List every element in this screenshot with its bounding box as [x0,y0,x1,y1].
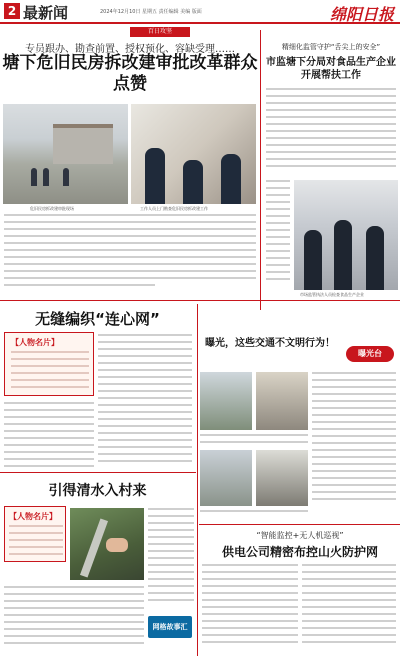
column-divider [260,30,261,310]
story5-photo-2 [256,372,308,430]
story5-photo-3 [200,450,252,506]
story1-photo-office [131,104,256,204]
story6-body-text [202,564,298,648]
photo-person [334,220,352,290]
story5-headline: 曝光，这些交通不文明行为！ [205,338,335,349]
story2-body-text [266,180,290,285]
story5-photo-captions [200,434,308,448]
section-title: 最新闻 [23,4,69,22]
story6-body-text [302,564,396,648]
story4-photo [70,508,144,580]
photo-person [304,230,322,290]
story5-photo-4 [256,450,308,506]
section-divider [0,300,400,301]
story6-headline: 供电公司精密布控山火防护网 [221,545,378,559]
story3-profile-box [4,332,94,396]
section-divider [0,472,196,473]
story1-headline: 塘下危旧民房拆改建审批改革群众点赞 [2,53,258,94]
photo-person [183,160,203,204]
story1-caption-1: 危旧民房拆改建审批现场 [30,206,74,211]
story2-caption: 市场监管执法人员检查食品生产企业 [300,292,364,297]
photo-hand [106,538,128,552]
story3-headline: 无缝编织“连心网” [35,310,160,328]
profile-text [9,525,63,560]
story2-headline: 市监塘下分局对食品生产企业开展帮扶工作 [266,57,396,81]
story5-body-text [312,372,396,505]
story2-kicker: 精细化监管守护“舌尖上的安全” [281,43,381,51]
photo-person [31,168,37,186]
photo-person [366,226,384,290]
section-divider [199,524,400,525]
paper-logo: 绵阳日报 [329,5,394,24]
exposure-badge: 曝光台 [346,346,394,362]
column-divider [197,304,198,656]
story4-body-text [148,508,194,606]
story4-profile-box [4,506,66,562]
section-tag: 百日攻坚 [130,27,190,37]
photo-building [53,124,113,164]
story2-photo [294,180,398,290]
story1-caption-2: 工作人员上门勘查危旧民房拆改建工作 [140,206,208,211]
photo-pipe [80,518,108,577]
masthead [0,0,400,24]
page-number: 2 [4,3,20,19]
story1-body-text [4,214,256,291]
photo-person [145,148,165,204]
photo-person [63,168,69,186]
photo-person [43,168,49,186]
series-logo: 网格故事汇 [148,616,192,638]
story3-body-text [98,334,192,467]
story5-photo-captions [200,510,308,517]
profile-label: 【人物名片】 [9,512,57,521]
story2-body-text [266,88,396,172]
issue-info: 2024年12月10日 星期五 责任编辑 美编 版面 [100,9,202,15]
photo-person [221,154,241,204]
story6-kicker: “智能监控+无人机巡视” [256,531,344,540]
profile-label: 【人物名片】 [11,338,59,347]
story4-body-text [4,586,144,649]
story3-body-text [4,402,94,472]
profile-text [11,351,89,393]
story1-photo-site [3,104,128,204]
story4-headline: 引得清水入村来 [48,483,147,499]
story1-kicker: 专员跟办、勘查前置、授权预化、容缺受理…… [25,44,235,55]
story5-photo-1 [200,372,252,430]
